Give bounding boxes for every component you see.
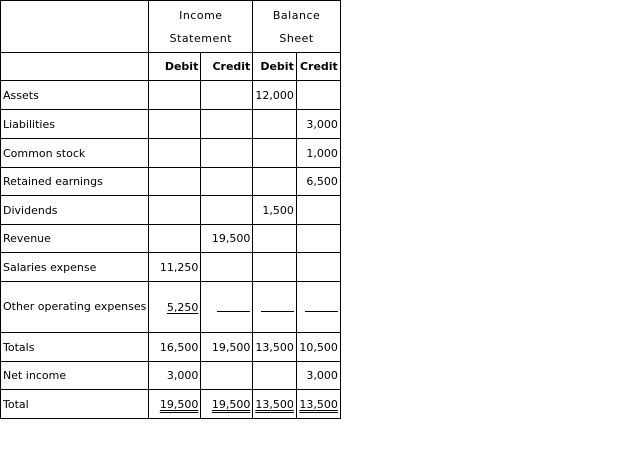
row-label: Common stock <box>1 139 149 168</box>
row-label: Dividends <box>1 196 149 225</box>
underline-rule <box>261 311 294 312</box>
income-statement-header: Income Statement <box>149 1 253 53</box>
bs-debit-cell <box>253 168 297 196</box>
is-credit-cell <box>201 196 253 225</box>
bs-credit-cell <box>296 225 340 253</box>
is-debit-total: 19,500 <box>159 397 199 411</box>
bs-credit-header: Credit <box>296 53 340 81</box>
row-label: Net income <box>1 362 149 390</box>
underline-rule <box>305 311 338 312</box>
bs-debit-cell: 12,000 <box>253 81 297 110</box>
is-debit-cell <box>149 282 201 333</box>
is-debit-cell <box>149 139 201 168</box>
is-debit-cell <box>149 196 201 225</box>
is-credit-cell: 19,500 <box>201 225 253 253</box>
label-header-cell <box>1 53 149 81</box>
corner-cell <box>1 1 149 53</box>
table-row <box>1 362 341 390</box>
is-credit-cell <box>201 253 253 282</box>
row-label: Assets <box>1 81 149 110</box>
is-debit-cell <box>149 168 201 196</box>
is-debit-cell: 11,250 <box>149 253 201 282</box>
table-row <box>1 81 341 110</box>
is-credit-cell <box>201 110 253 139</box>
is-credit-cell <box>201 139 253 168</box>
is-credit-header: Credit <box>201 53 253 81</box>
is-credit-total: 19,500 <box>211 397 251 411</box>
bs-debit-cell <box>253 225 297 253</box>
bs-debit-cell: 1,500 <box>253 196 297 225</box>
balance-sheet-header: Balance Sheet <box>253 1 341 53</box>
row-label: Totals <box>1 333 149 362</box>
bs-debit-cell <box>253 362 297 390</box>
bs-debit-total: 13,500 <box>255 397 294 411</box>
bs-credit-cell <box>296 81 340 110</box>
row-label: Retained earnings <box>1 168 149 196</box>
is-debit-cell <box>149 110 201 139</box>
is-credit-cell <box>201 81 253 110</box>
bs-debit-cell <box>253 253 297 282</box>
table-row <box>1 110 341 139</box>
underline-rule <box>217 311 250 312</box>
is-credit-cell <box>201 282 253 333</box>
table-row <box>1 282 341 333</box>
bs-credit-cell: 3,000 <box>296 362 340 390</box>
is-debit-value: 5,250 <box>166 300 199 314</box>
bs-debit-cell: 13,500 <box>253 333 297 362</box>
bs-debit-header: Debit <box>253 53 297 81</box>
bs-debit-cell <box>253 139 297 168</box>
bs-credit-cell <box>296 196 340 225</box>
bs-credit-total: 13,500 <box>299 397 338 411</box>
bs-credit-cell <box>296 253 340 282</box>
is-debit-cell <box>149 390 201 419</box>
bs-debit-cell <box>253 390 297 419</box>
bs-credit-cell: 3,000 <box>296 110 340 139</box>
is-credit-cell <box>201 362 253 390</box>
row-label: Total <box>1 390 149 419</box>
is-debit-cell: 3,000 <box>149 362 201 390</box>
table-row <box>1 390 341 419</box>
is-debit-header: Debit <box>149 53 201 81</box>
is-credit-cell <box>201 168 253 196</box>
table-row <box>1 196 341 225</box>
is-debit-cell <box>149 81 201 110</box>
row-label: Salaries expense <box>1 253 149 282</box>
table-row <box>1 225 341 253</box>
table-row <box>1 333 341 362</box>
bs-credit-cell: 1,000 <box>296 139 340 168</box>
bs-debit-cell <box>253 110 297 139</box>
bs-credit-cell <box>296 282 340 333</box>
table-row <box>1 168 341 196</box>
row-label: Other operating expenses <box>1 282 149 333</box>
is-debit-cell: 16,500 <box>149 333 201 362</box>
is-credit-cell <box>201 390 253 419</box>
table-row <box>1 139 341 168</box>
row-label: Revenue <box>1 225 149 253</box>
is-debit-cell <box>149 225 201 253</box>
table-row <box>1 253 341 282</box>
is-credit-cell: 19,500 <box>201 333 253 362</box>
bs-credit-cell: 6,500 <box>296 168 340 196</box>
bs-credit-cell: 10,500 <box>296 333 340 362</box>
bs-credit-cell <box>296 390 340 419</box>
row-label: Liabilities <box>1 110 149 139</box>
bs-debit-cell <box>253 282 297 333</box>
